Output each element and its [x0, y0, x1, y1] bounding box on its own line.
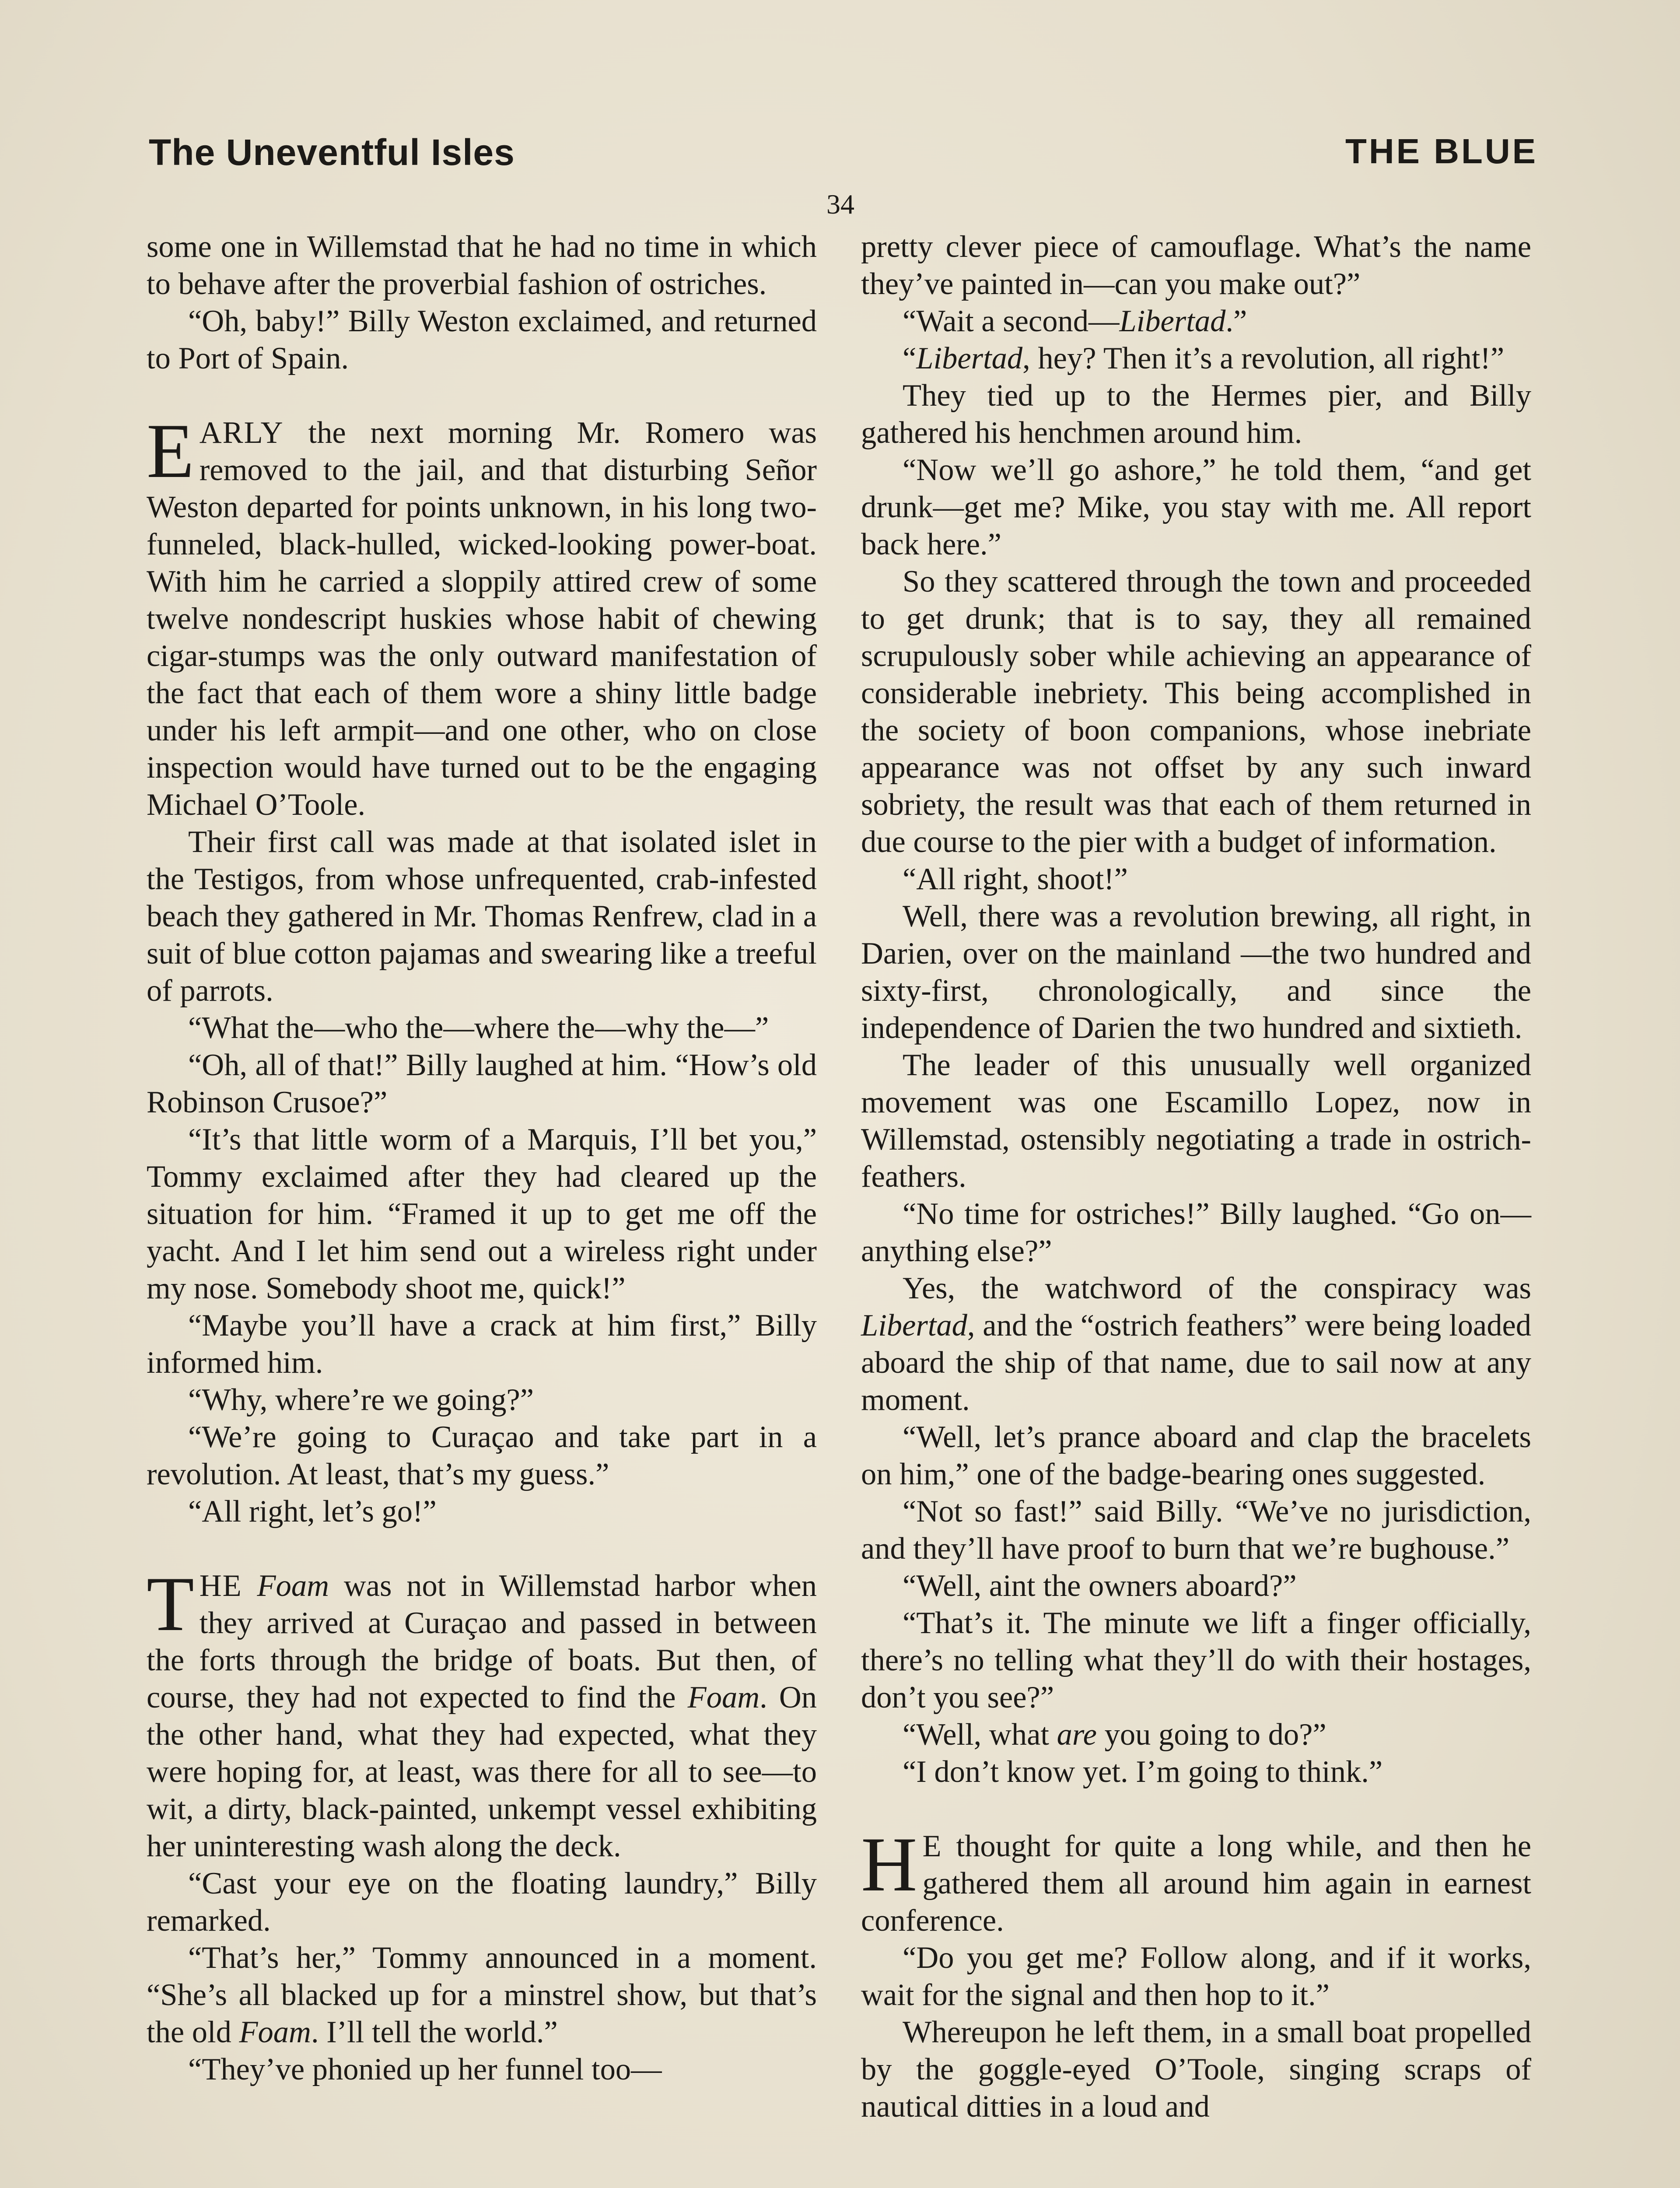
right-column-paragraph: The leader of this unusually well organized movement was one Escamillo Lopez, now in Willemstad, ostensibly negotiating a trade in ostrich-feathers. [861, 1048, 1531, 1194]
lead-in-caps: HE [199, 1569, 242, 1603]
drop-cap: H [861, 1821, 917, 1907]
left-column-paragraph: “Cast your eye on the floating laundry,” Billy remarked. [147, 1866, 817, 1938]
right-column-paragraph: “Well, what are you going to do?” [903, 1718, 1326, 1752]
right-column-paragraph: “Not so fast!” said Billy. “We’ve no jurisdiction, and they’ll have proof to burn that we’re bughouse.” [861, 1494, 1531, 1566]
left-column-paragraph: “Why, where’re we going?” [188, 1383, 534, 1417]
right-column-paragraph: “Libertad, hey? Then it’s a revolution, all right!” [903, 341, 1505, 375]
right-column-paragraph: So they scattered through the town and proceeded to get drunk; that is to say, they all remained scrupulously sober while achieving an appearance of considerable inebriety. This being accomplished in the society of boon companions, whose inebriate appearance was not offset by any such inward sobriety, the result was that each of them returned in due course to the pier with a budget of information. [861, 565, 1531, 859]
left-column-paragraph: some one in Willemstad that he had no time in which to behave after the proverbial fashion of ostriches. [147, 230, 817, 301]
story-title: The Uneventful Isles [149, 132, 515, 173]
right-column-paragraph: Yes, the watchword of the conspiracy was Libertad, and the “ostrich feathers” were being loaded aboard the ship of that name, due to sail now at any moment. [861, 1271, 1531, 1417]
right-column-paragraph: Well, there was a revolution brewing, all right, in Darien, over on the mainland —the two hundred and sixty-first, chronologically, and since the independence of Darien the two hundred and sixtieth. [861, 899, 1531, 1045]
right-column-paragraph: Whereupon he left them, in a small boat propelled by the goggle-eyed O’Toole, singing scraps of nautical ditties in a loud and [861, 2015, 1531, 2124]
right-column-paragraph: “I don’t know yet. I’m going to think.” [903, 1755, 1383, 1789]
drop-cap: T [147, 1560, 194, 1647]
left-column-paragraph: “Maybe you’ll have a crack at him first,” Billy informed him. [147, 1308, 817, 1380]
left-text-column [147, 228, 817, 2088]
left-column-paragraph: “We’re going to Curaçao and take part in a revolution. At least, that’s my guess.” [147, 1420, 817, 1491]
left-column-paragraph: “What the—who the—where the—why the—” [188, 1011, 769, 1045]
lead-in-caps: ARLY [199, 416, 284, 450]
page-number: 34 [826, 189, 854, 220]
left-column-paragraph: EARLY the next morning Mr. Romero was removed to the jail, and that disturbing Señor Weston departed for points unknown, in his long two-funneled, black-hulled, wicked-looking power-boat. With him he carried a sloppily attired crew of some twelve nondescript huskies whose habit of chewing cigar-stumps was the only outward manifestation of the fact that each of them wore a shiny little badge under his left armpit—and one other, who on close inspection would have turned out to be the engaging Michael O’Toole. [147, 407, 817, 822]
right-column-paragraph: “Do you get me? Follow along, and if it works, wait for the signal and then hop to it.” [861, 1941, 1531, 2012]
right-column-paragraph: “Well, aint the owners aboard?” [903, 1569, 1297, 1603]
right-column-paragraph: “Well, let’s prance aboard and clap the bracelets on him,” one of the badge-bearing ones suggested. [861, 1420, 1531, 1491]
left-column-paragraph: “They’ve phonied up her funnel too— [188, 2052, 662, 2086]
right-column-paragraph: They tied up to the Hermes pier, and Billy gathered his henchmen around him. [861, 379, 1531, 450]
left-column-paragraph: “Oh, all of that!” Billy laughed at him. “How’s old Robinson Crusoe?” [147, 1048, 817, 1119]
left-column-paragraph: THE Foam was not in Willemstad harbor when they arrived at Curaçao and passed in between the forts through the bridge of boats. But then, of course, they had not expected to find the Foam. On the other hand, what they had expected, what they were hoping for, at least, was there for all to see—to wit, a dirty, black-painted, unkempt vessel exhibiting her uninteresting wash along the deck. [147, 1560, 817, 1863]
left-column-paragraph: “Oh, baby!” Billy Weston exclaimed, and returned to Port of Spain. [147, 304, 817, 375]
left-column-paragraph: Their first call was made at that isolated islet in the Testigos, from whose unfrequented, crab-infested beach they gathered in Mr. Thomas Renfrew, clad in a suit of blue cotton pajamas and swearing like a treeful of parrots. [147, 825, 817, 1008]
right-column-paragraph: pretty clever piece of camouflage. What’s the name they’ve painted in—can you make out?” [861, 230, 1531, 301]
magazine-title: THE BLUE [1345, 132, 1538, 171]
right-column-paragraph: “Now we’ll go ashore,” he told them, “and get drunk—get me? Mike, you stay with me. All report back here.” [861, 453, 1531, 561]
left-column-paragraph: “It’s that little worm of a Marquis, I’ll bet you,” Tommy exclaimed after they had cleared up the situation for him. “Framed it up to get me off the yacht. And I let him send out a wireless right under my nose. Somebody shoot me, quick!” [147, 1122, 817, 1305]
left-column-paragraph: “All right, let’s go!” [188, 1494, 437, 1529]
right-text-column [861, 228, 1531, 2125]
right-column-paragraph: “All right, shoot!” [903, 862, 1128, 896]
left-column-paragraph: “That’s her,” Tommy announced in a moment. “She’s all blacked up for a minstrel show, but that’s the old Foam. I’ll tell the world.” [147, 1941, 817, 2049]
right-column-paragraph: “Wait a second—Libertad.” [903, 304, 1247, 338]
lead-in-caps: E [922, 1829, 942, 1863]
right-column-paragraph: H E thought for quite a long while, and then he gathered them all around him again in earnest conference. [861, 1821, 1531, 1938]
right-column-paragraph: “No time for ostriches!” Billy laughed. “Go on—anything else?” [861, 1197, 1531, 1268]
drop-cap: E [147, 407, 194, 494]
right-column-paragraph: “That’s it. The minute we lift a finger officially, there’s no telling what they’ll do with their hostages, don’t you see?” [861, 1606, 1531, 1715]
